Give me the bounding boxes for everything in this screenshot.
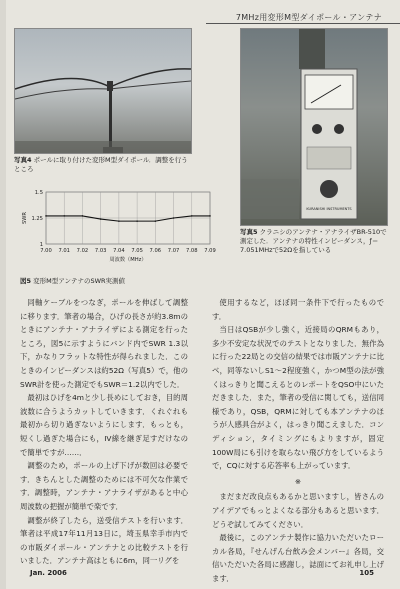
swr-data-point [118,220,120,222]
x-tick-label: 7.03 [94,248,107,254]
y-tick-label: 1 [39,242,43,248]
antenna-photo-illustration [15,29,191,153]
issue-date: Jan. 2006 [30,569,67,577]
swr-data-point [191,215,193,217]
analyzer-photo-illustration [241,29,387,225]
magazine-page [6,0,400,589]
x-tick-label: 7.02 [76,248,89,254]
running-header: 7MHz用変形M型ダイポール・アンテナ [235,13,382,22]
paragraph: 当日はQSBが少し強く，近接局のQRMもあり，多少不安定な状況でのテストとなりました．無作為に行った22局との交信の結果では市販アンテナに比べ，同等ないしS1～2程度強く，かつM型の法が強くはっきりと聞こえるとのレポートをQSO中にいただきました．また，筆者の受信に関しても，送信同様であり，QSB，QRMに対しても本アンテナのほうが人感具合がよく，はっきり聞こえました．コンディション，タイミングにもよりますが，固定100W局にも引けを取らない飛び方をしているようで，CQに対する応答率も上がっています． [212,325,384,471]
y-tick-label: 1.5 [34,190,43,196]
swr-series-line [46,216,210,221]
swr-chart [18,186,220,266]
body-column-left [20,296,188,568]
page-number: 105 [359,569,374,577]
paragraph: まだまだ改良点もあるかと思いますし，皆さんのアイデアでもっとよくなる部分もあると思います．どうぞ試してみてください． [212,492,384,529]
x-tick-label: 7.09 [204,248,216,254]
x-tick-label: 7.00 [40,248,52,254]
x-tick-label: 7.05 [131,248,143,254]
swr-data-point [100,218,102,220]
x-tick-label: 7.08 [185,248,198,254]
photo5-caption: 写真5 クラニシのアンテナ・アナライザBR-510で測定した．アンテナの特性インピーダンス，ƒ＝7.051MHzで52Ωを指している [240,228,387,254]
photo-antenna-analyzer [240,28,388,226]
photo4-caption: 写真4 ポールに取り付けた変形M型ダイポール．調整を行うところ [14,156,188,173]
swr-data-point [63,215,65,217]
swr-data-point [173,217,175,219]
header-rule [206,23,400,24]
x-tick-label: 7.04 [113,248,125,254]
paragraph: 調整が終了したら，送受信テストを行います．筆者は平成17年11月13日に，埼玉県幸手市内での市販ダイポール・アンテナとの比較テストを行いました．アンテナ高はともに6m，同一リグを [20,515,188,566]
paragraph: 調整のため，ポールの上げ下げが数回は必要です．きちんとした調整のためには不可欠な作業です．調整時，アンテナ・アナライザがあると中心周波数の把握が簡単で楽です． [20,461,188,511]
paragraph: ※ [294,476,302,486]
paragraph: 使用するなど，ほぼ同一条件下で行ったものです． [212,298,384,321]
figure5-caption: 図5 変形M型アンテナのSWR実測値 [20,277,126,285]
paragraph: 同軸ケーブルをつなぎ，ポールを伸ばして調整に移ります．筆者の場合，ひげの長さが約3.8mのときにアンテナ・アナライザによる測定を行ったところ，図5に示すようにバンド内でSWR 1.3以下，かなりフラットな特性が得られました．このときのインピーダンスは約52Ω（写真5）で，他のSWR計を使った測定でもSWR＝1.2以内でした． [20,298,188,389]
x-tick-label: 7.06 [149,248,162,254]
swr-data-point [209,215,211,217]
x-axis-label: 周波数（MHz） [109,257,147,263]
swr-data-point [45,215,47,217]
swr-data-point [136,220,138,222]
body-column-right [212,296,384,585]
y-tick-label: 1.25 [31,216,43,222]
paragraph: 最後に，このアンテナ製作に協力いただいたローカル各局，『せんげん台飲み会メンバー』各局，交信いただいた各局に感謝し，誌面にてお礼申し上げます． [212,533,384,583]
swr-data-point [155,220,157,222]
paragraph: 最初はひげを4mと少し長めにしておき，目的周波数に合うようカットしていきます．くれぐれも最初から切り過ぎないようにします．もっとも，短くし過ぎた場合にも，IV線を継ぎ足すだけなので簡単ですが……． [20,393,188,457]
swr-chart-svg [18,186,220,266]
y-axis-label: SWR [22,211,28,225]
analyzer-brand-label: KURANISHI INSTRUMENTS [306,207,352,211]
photo-antenna-on-pole [14,28,192,154]
x-tick-label: 7.07 [167,248,180,254]
x-tick-label: 7.01 [58,248,71,254]
swr-data-point [82,215,84,217]
